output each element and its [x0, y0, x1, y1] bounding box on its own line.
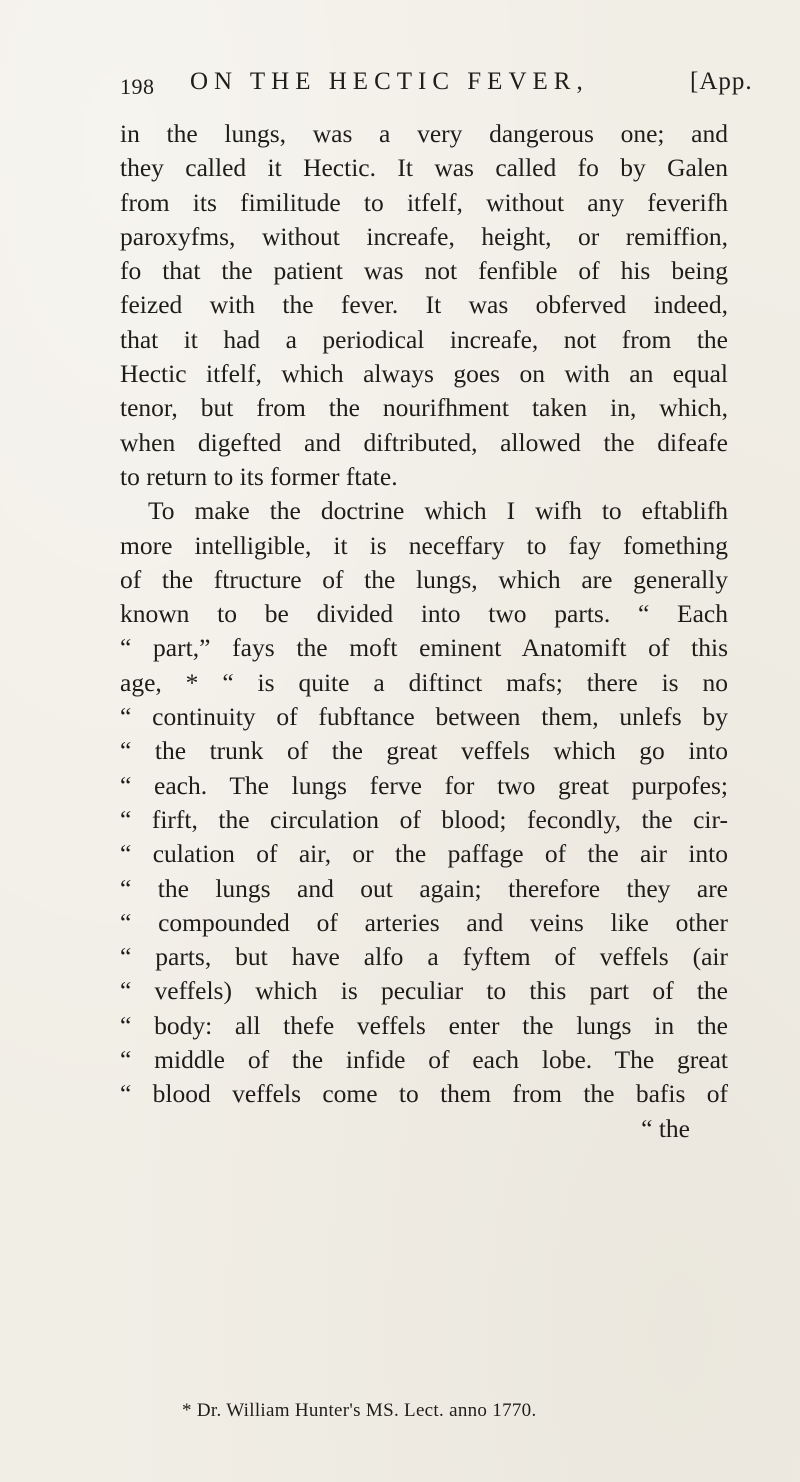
quoted-line: “ continuity of fubftance between them, unlefs by — [120, 702, 728, 732]
paragraph-start-line: To make the doctrine which I wifh to eftablifh — [148, 496, 728, 526]
running-head: ON THE HECTIC FEVER, — [190, 68, 589, 95]
quoted-line: “ part,” fays the moft eminent Anatomift of this — [120, 633, 728, 663]
text-line: in the lungs, was a very dangerous one; and — [120, 119, 728, 148]
text-line: when digefted and diftributed, allowed the difeafe — [120, 427, 728, 457]
text-line: feized with the fever. It was obferved indeed, — [120, 290, 728, 320]
text-line: that it had a periodical increafe, not from the — [120, 324, 728, 354]
catchword-line: “ the — [641, 1113, 690, 1143]
text-line: known to be divided into two parts. “ Each — [120, 599, 728, 629]
quoted-line: “ the trunk of the great veffels which go into — [120, 736, 728, 766]
text-line: tenor, but from the nourifhment taken in, which, — [120, 393, 728, 423]
text-line: paroxyfms, without increafe, height, or remiffion, — [120, 221, 728, 251]
quoted-line: “ parts, but have alfo a fyftem of veffels (air — [120, 942, 728, 972]
text-line: fo that the patient was not fenfible of his being — [120, 256, 728, 286]
text-line: age, * “ is quite a diftinct mafs; there is no — [120, 667, 728, 697]
quoted-line: “ blood veffels come to them from the bafis of — [120, 1079, 728, 1109]
text-line: of the ftructure of the lungs, which are generally — [120, 564, 728, 594]
text-line: from its fimilitude to itfelf, without any feverifh — [120, 187, 728, 217]
page-header — [120, 68, 800, 108]
quoted-line: “ compounded of arteries and veins like other — [120, 907, 728, 937]
text-line: Hectic itfelf, which always goes on with an equal — [120, 359, 728, 389]
text-line: more intelligible, it is neceffary to fay fomething — [120, 530, 728, 560]
page-number: 198 — [120, 74, 155, 99]
text-line: they called it Hectic. It was called fo by Galen — [120, 153, 728, 183]
quoted-line: “ veffels) which is peculiar to this part of the — [120, 976, 728, 1006]
section-mark: [App. — [690, 68, 753, 95]
quoted-line: “ firft, the circulation of blood; fecondly, the cir- — [120, 804, 728, 834]
footnote: * Dr. William Hunter's MS. Lect. anno 1770. — [182, 1400, 537, 1421]
quoted-line: “ middle of the infide of each lobe. The great — [120, 1045, 728, 1075]
quoted-line: “ each. The lungs ferve for two great purpofes; — [120, 770, 728, 800]
body-text — [120, 117, 728, 1146]
quoted-line: “ the lungs and out again; therefore they are — [120, 873, 728, 903]
text-line: to return to its former ftate. — [120, 461, 398, 491]
quoted-line: “ culation of air, or the paffage of the air into — [120, 839, 728, 869]
quoted-line: “ body: all thefe veffels enter the lungs in the — [120, 1010, 728, 1040]
